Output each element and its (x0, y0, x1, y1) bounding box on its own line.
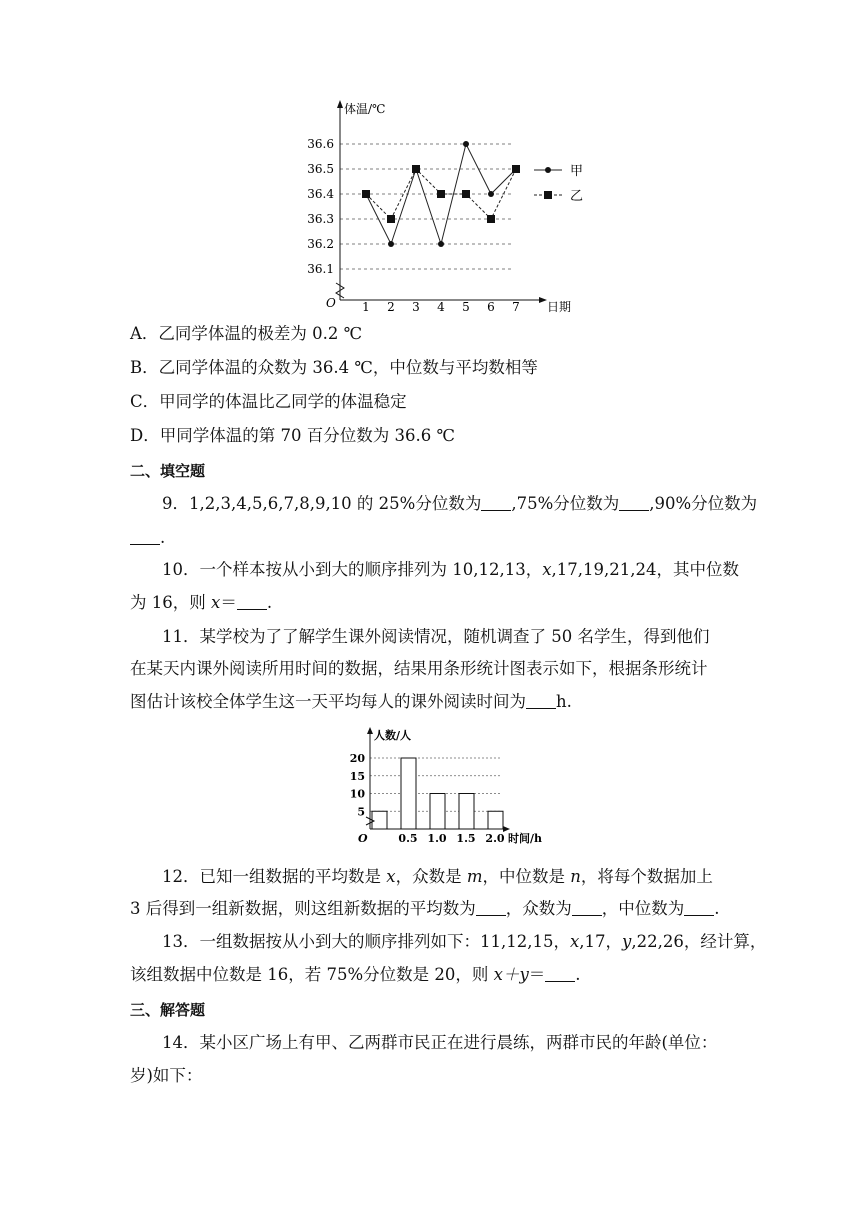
y-tick-label: 10 (349, 787, 365, 801)
temperature-line-chart (300, 95, 600, 317)
answer-blank[interactable] (481, 492, 511, 511)
question-13-line-2 (130, 963, 740, 987)
option-text: 甲同学的体温比乙同学的体温稳定 (159, 392, 407, 411)
question-number: 14． (162, 1033, 200, 1052)
question-text: ，众数是 (395, 867, 467, 886)
variable-m: m (466, 867, 483, 886)
option-b: B．乙同学体温的众数为 36.4 ℃，中位数与平均数相等 (130, 358, 538, 377)
option-letter: A (130, 324, 142, 343)
question-text: 为 16，则 (130, 593, 211, 612)
option-c: C．甲同学的体温比乙同学的体温稳定 (130, 392, 407, 411)
axis-break-icon (336, 283, 344, 298)
bar (430, 794, 445, 830)
question-text: ＝ (528, 965, 546, 984)
x-axis-label: 时间/h (508, 832, 543, 845)
question-14-line-2: 岁)如下： (130, 1066, 203, 1085)
question-11-line-1 (162, 625, 772, 649)
origin-label: O (358, 832, 368, 845)
option-d: D．甲同学体温的第 70 百分位数为 36.6 ℃ (130, 426, 455, 445)
question-text: 某学校为了了解学生课外阅读情况，随机调查了 50 名学生，得到他们 (199, 627, 710, 646)
question-text: h. (556, 692, 572, 711)
answer-blank[interactable] (130, 526, 160, 545)
question-11-line-2: 在某天内课外阅读所用时间的数据，结果用条形统计图表示如下，根据条形统计 (130, 659, 708, 678)
question-text: ,75%分位数为 (511, 494, 620, 513)
y-axis-label: 人数/人 (374, 729, 412, 742)
y-tick-label: 36.5 (307, 162, 334, 176)
question-text: 已知一组数据的平均数是 (199, 867, 387, 886)
question-number: 9． (162, 494, 189, 513)
variable-x: x (542, 560, 552, 579)
question-13-line-1 (162, 930, 772, 954)
y-tick-label: 36.2 (307, 237, 334, 251)
question-10-line-2 (130, 591, 740, 615)
y-tick-label: 36.6 (307, 137, 334, 151)
question-text: 图估计该校全体学生这一天平均每人的课外阅读时间为 (130, 692, 526, 711)
y-axis-label: 体温/℃ (344, 102, 386, 116)
question-text: ，众数为 (505, 899, 572, 918)
option-a: A．乙同学体温的极差为 0.2 ℃ (130, 324, 363, 343)
question-text: . (160, 528, 166, 547)
y-tick-label: 36.3 (307, 212, 334, 226)
y-tick-label: 20 (349, 752, 365, 765)
question-text: ，中位数为 (601, 899, 685, 918)
y-tick-label: 36.1 (307, 262, 334, 276)
question-number: 13． (162, 932, 200, 951)
x-axis-arrow (539, 297, 547, 303)
answer-blank[interactable] (545, 963, 575, 982)
variable-y: y (622, 932, 632, 951)
question-text: . (575, 965, 581, 984)
bar (372, 811, 387, 829)
question-text: ,17， (579, 932, 623, 951)
option-letter: B (130, 358, 143, 377)
x-tick-label: 3 (412, 300, 420, 314)
data-point-square (412, 165, 420, 173)
x-tick-label: 7 (512, 300, 520, 314)
bar (488, 811, 503, 829)
question-text: . (714, 899, 720, 918)
data-point-square (462, 190, 470, 198)
answer-blank[interactable] (237, 591, 267, 610)
variable-n: n (570, 867, 581, 886)
question-9-line-1 (162, 492, 772, 516)
variable-x: x (386, 867, 396, 886)
data-point-circle (463, 141, 469, 147)
question-text: ,17,19,21,24，其中位数 (551, 560, 740, 579)
x-tick-label: 1 (362, 300, 370, 314)
question-text: ，中位数是 (482, 867, 571, 886)
question-9-line-2 (130, 526, 740, 550)
answer-blank[interactable] (526, 690, 556, 709)
question-text: ,22,26，经计算， (631, 932, 767, 951)
option-letter: D (130, 426, 144, 445)
question-12-line-1 (162, 865, 772, 889)
option-text: 甲同学体温的第 70 百分位数为 36.6 ℃ (159, 426, 455, 445)
section-fill-in-title: 二、填空题 (130, 462, 206, 480)
y-tick-label: 5 (357, 805, 365, 819)
x-tick-label: 4 (437, 300, 445, 314)
x-tick-label: 6 (487, 300, 495, 314)
answer-blank[interactable] (476, 897, 506, 916)
option-text: 乙同学体温的极差为 0.2 ℃ (158, 324, 363, 343)
bar (401, 758, 416, 829)
bar (459, 794, 474, 830)
question-text: 1,2,3,4,5,6,7,8,9,10 的 25%分位数为 (189, 494, 482, 513)
x-tick-label: 2 (387, 300, 395, 314)
data-point-square (387, 215, 395, 223)
data-point-square (362, 190, 370, 198)
question-12-line-2 (130, 897, 740, 921)
question-text: ,90%分位数为 (649, 494, 758, 513)
data-point-circle (388, 241, 394, 247)
answer-blank[interactable] (572, 897, 602, 916)
question-number: 11． (162, 627, 200, 646)
y-tick-label: 36.4 (307, 187, 334, 201)
y-axis-arrow (337, 100, 343, 108)
x-axis-label: 日期 (547, 300, 572, 314)
question-text: ，将每个数据加上 (580, 867, 713, 886)
question-text: . (266, 593, 273, 612)
x-tick-label: 1.5 (456, 832, 476, 845)
question-text: ＝ (220, 593, 237, 612)
variable-x: x (569, 932, 580, 951)
legend-label: 甲 (570, 164, 584, 179)
legend-marker-circle (545, 167, 551, 173)
question-text: 某小区广场上有甲、乙两群市民正在进行晨练，两群市民的年龄(单位： (199, 1033, 718, 1052)
option-letter: C (130, 392, 143, 411)
y-axis-arrow (367, 727, 373, 734)
origin-label: O (326, 296, 336, 310)
question-text: 该组数据中位数是 16，若 75%分位数是 20，则 (130, 965, 494, 984)
option-text: 乙同学体温的众数为 36.4 ℃，中位数与平均数相等 (158, 358, 538, 377)
x-tick-label: 5 (462, 300, 470, 314)
data-point-square (512, 165, 520, 173)
question-number: 12． (162, 867, 200, 886)
question-text: 3 后得到一组新数据，则这组新数据的平均数为 (130, 899, 476, 918)
data-point-circle (488, 191, 494, 197)
question-10-line-1 (162, 558, 772, 582)
question-14-line-1 (162, 1031, 772, 1055)
data-point-square (487, 215, 495, 223)
variable-x: x (211, 593, 221, 612)
question-number: 10． (162, 560, 200, 579)
answer-blank[interactable] (684, 897, 714, 916)
legend-marker-square (544, 191, 552, 199)
y-tick-label: 15 (349, 769, 365, 783)
data-point-square (437, 190, 445, 198)
section-answer-title: 三、解答题 (130, 1001, 206, 1019)
legend-label: 乙 (570, 189, 584, 204)
data-point-circle (438, 241, 444, 247)
answer-blank[interactable] (619, 492, 649, 511)
expression-x-plus-y: x＋y (493, 965, 529, 984)
question-text: 一组数据按从小到大的顺序排列如下：11,12,15， (199, 932, 570, 951)
x-tick-label: 0.5 (398, 832, 418, 845)
reading-time-bar-chart (348, 725, 558, 847)
question-11-line-3 (130, 690, 740, 714)
question-text: 一个样本按从小到大的顺序排列为 10,12,13， (199, 560, 543, 579)
x-tick-label: 2.0 (485, 832, 505, 845)
x-tick-label: 1.0 (427, 832, 447, 845)
